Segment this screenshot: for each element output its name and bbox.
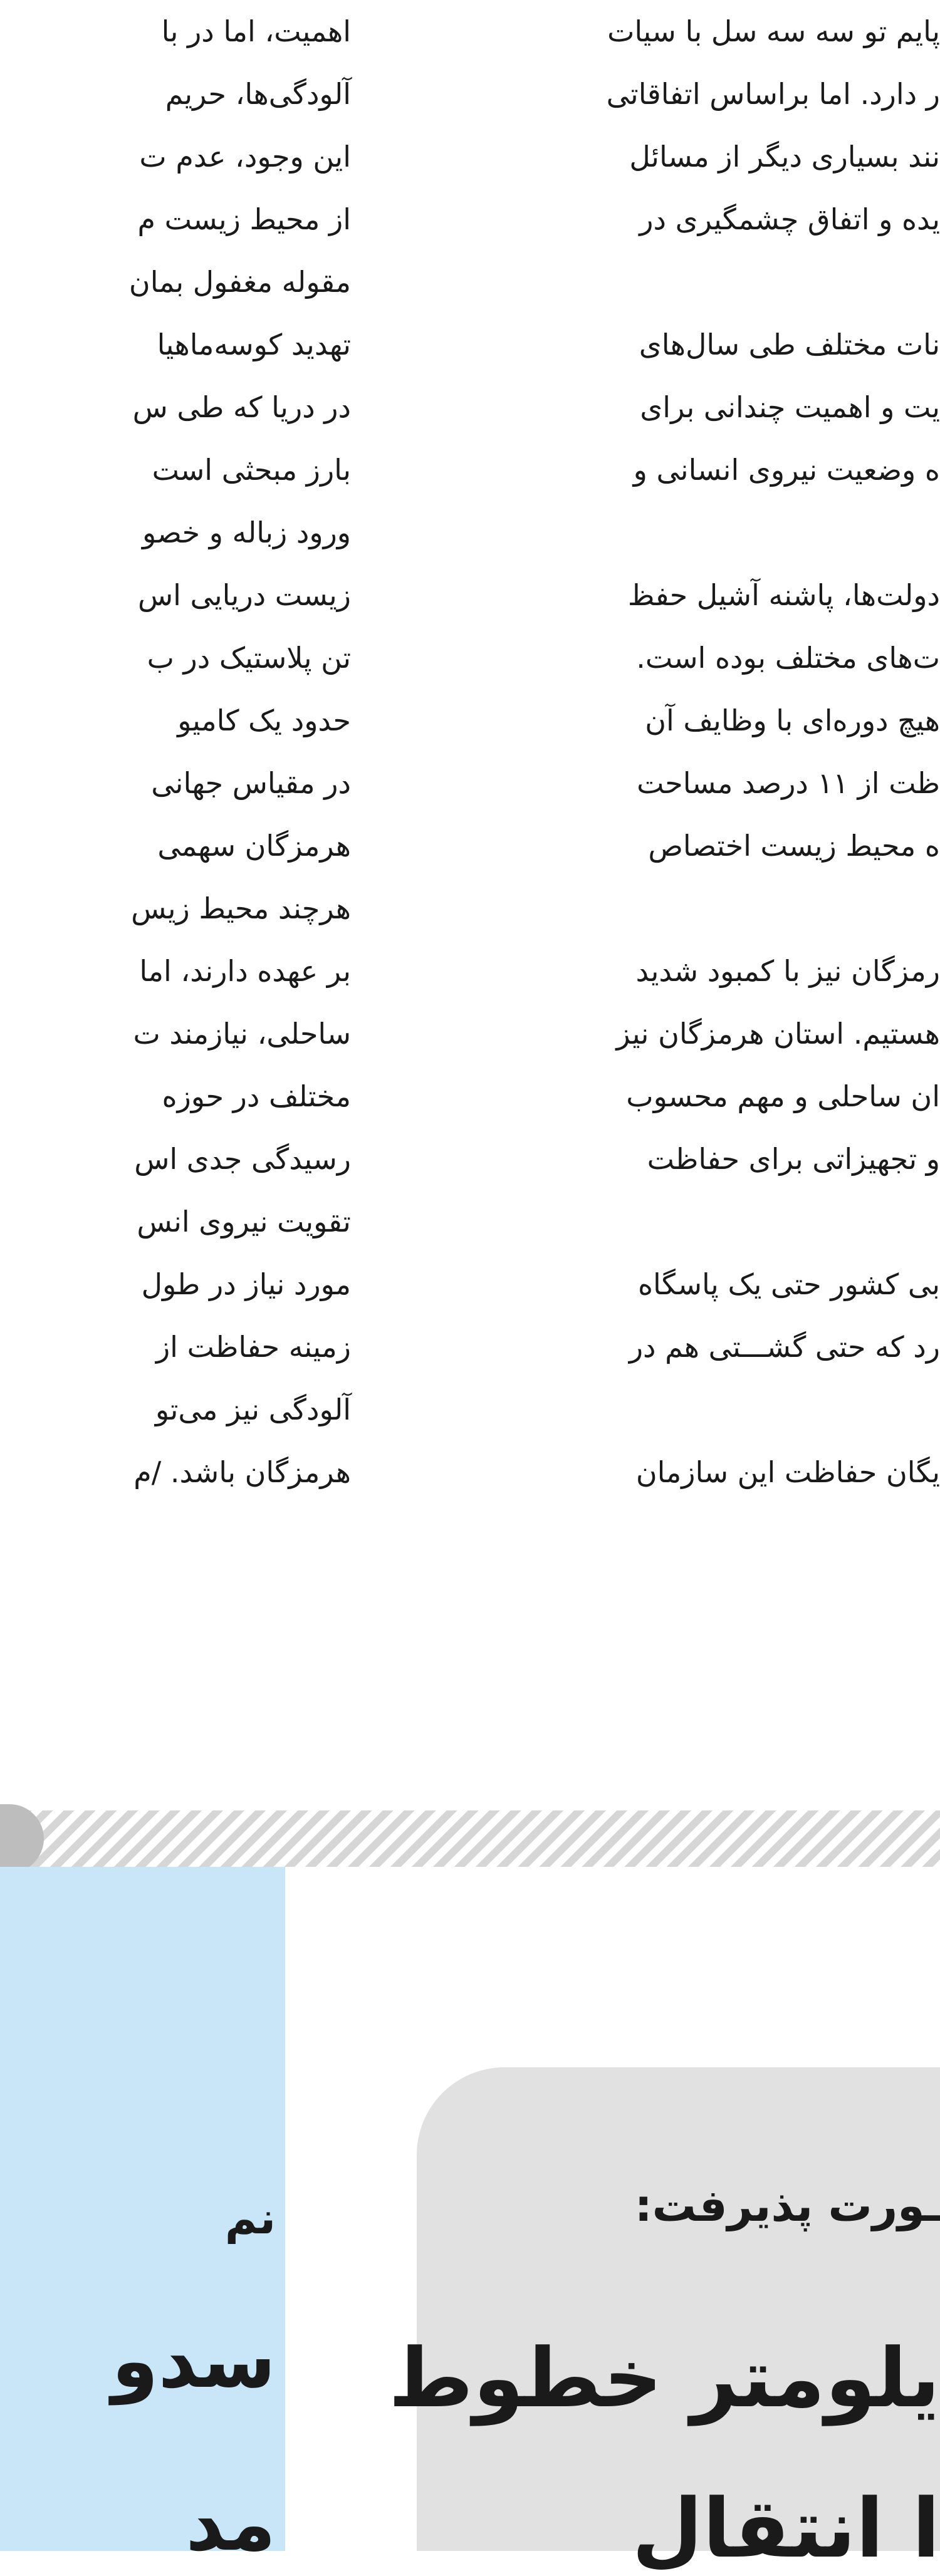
- right-column-text-line: بی کشور حتی یک پاسگاه: [637, 1267, 940, 1301]
- article-column-right: [414, 0, 940, 1504]
- right-column-text-line: ان ساحلی و مهم محسوب: [626, 1079, 940, 1113]
- left-column-text-line: هرچند محیط زیس: [131, 891, 351, 925]
- right-column-text-line: ت‌های مختلف بوده است.: [636, 641, 940, 675]
- right-column-text-line: یگان حفاظت این سازمان: [635, 1455, 940, 1489]
- left-column-text-line: حدود یک کامیو: [177, 704, 351, 737]
- article-column-left: [0, 0, 351, 1504]
- left-column-text-line: تهدید کوسه‌ماهیا: [157, 328, 351, 361]
- right-column-text-line: هستیم. استان هرمزگان نیز: [616, 1017, 940, 1051]
- blue-box-label: نم: [224, 2193, 276, 2244]
- right-column-text-line: و تجهیزاتی برای حفاظت: [647, 1142, 940, 1176]
- right-column-text-line: نات مختلف طی سال‌های: [639, 328, 940, 361]
- right-column-text-line: ر دارد. اما براساس اتفاقاتی: [606, 77, 940, 111]
- left-column-text-line: در دریا که طی س: [132, 390, 351, 424]
- left-column-text-line: هرمزگان باشد. /م: [133, 1455, 351, 1489]
- left-column-text-line: زمینه حفاظت از: [155, 1330, 351, 1364]
- left-column-text-line: تن پلاستیک در ب: [147, 641, 351, 675]
- right-column-text-line: ظت از ۱۱ درصد مساحت: [637, 766, 940, 800]
- right-column-text-line: ه محیط زیست اختصاص: [648, 829, 940, 863]
- right-column-text-line: هیچ دوره‌ای با وظایف آن: [645, 704, 940, 737]
- gray-box-kicker: ـورت پذیرفت:: [634, 2180, 940, 2231]
- left-column-text-line: ساحلی، نیازمند ت: [133, 1017, 351, 1051]
- left-column-text-line: هرمزگان سهمی: [157, 829, 351, 863]
- left-column-text-line: در مقیاس جهانی: [151, 766, 351, 800]
- right-column-text-line: پایم تو سه سه سل با سیات: [607, 14, 940, 48]
- left-column-text-line: تقویت نیروی انس: [137, 1205, 351, 1239]
- blue-box-headline-second-line: مد: [185, 2481, 276, 2568]
- left-column-text-line: مقوله مغفول بمان: [128, 265, 351, 299]
- left-column-text-line: زیست دریایی اس: [137, 578, 351, 612]
- left-column-text-line: بر عهده دارند، اما: [139, 954, 351, 988]
- left-column-text-line: ورود زباله و خصو: [142, 516, 351, 549]
- right-column-text-line: یده و اتفاق چشمگیری در: [639, 202, 940, 236]
- right-column-text-line: ه وضعیت نیروی انسانی و: [633, 453, 940, 487]
- right-column-paragraph-gap: [414, 251, 940, 313]
- gray-box-headline-second-line: ا انتقال: [632, 2481, 940, 2576]
- blue-box-headline: سدو: [112, 2318, 276, 2405]
- left-column-text-line: بارز مبحثی است: [152, 453, 351, 487]
- right-column-text-line: رد که حتی گشـــتی هم در: [629, 1330, 940, 1364]
- left-column-text-line: مورد نیاز در طول: [141, 1267, 351, 1301]
- right-column-paragraph-gap: [414, 1378, 940, 1441]
- right-column-text-line: یت و اهمیت چندانی برای: [640, 390, 940, 424]
- gray-headline-box: [389, 2067, 940, 2551]
- right-column-text-line: نند بسیاری دیگر از مسائل: [629, 140, 940, 174]
- right-column-paragraph-gap: [414, 877, 940, 940]
- left-column-text-line: اهمیت، اما در با: [161, 14, 351, 48]
- left-column-text-line: این وجود، عدم ت: [139, 140, 351, 174]
- left-column-text-line: مختلف در حوزه: [162, 1079, 351, 1113]
- left-column-text-line: رسیدگی جدی اس: [134, 1142, 351, 1176]
- left-column-text-line: از محیط زیست م: [137, 202, 351, 236]
- striped-divider: [0, 1810, 940, 1867]
- right-column-paragraph-gap: [414, 501, 940, 564]
- gray-box-headline: یلومتر خطوط: [389, 2330, 940, 2426]
- right-column-paragraph-gap: [414, 1190, 940, 1253]
- left-column-text-line: آلودگی نیز می‌تو: [155, 1393, 351, 1426]
- left-column-text-line: آلودگی‌ها، حریم: [165, 77, 351, 111]
- right-column-text-line: رمزگان نیز با کمبود شدید: [635, 954, 940, 988]
- right-column-text-line: دولت‌ها، پاشنه آشیل حفظ: [627, 578, 940, 612]
